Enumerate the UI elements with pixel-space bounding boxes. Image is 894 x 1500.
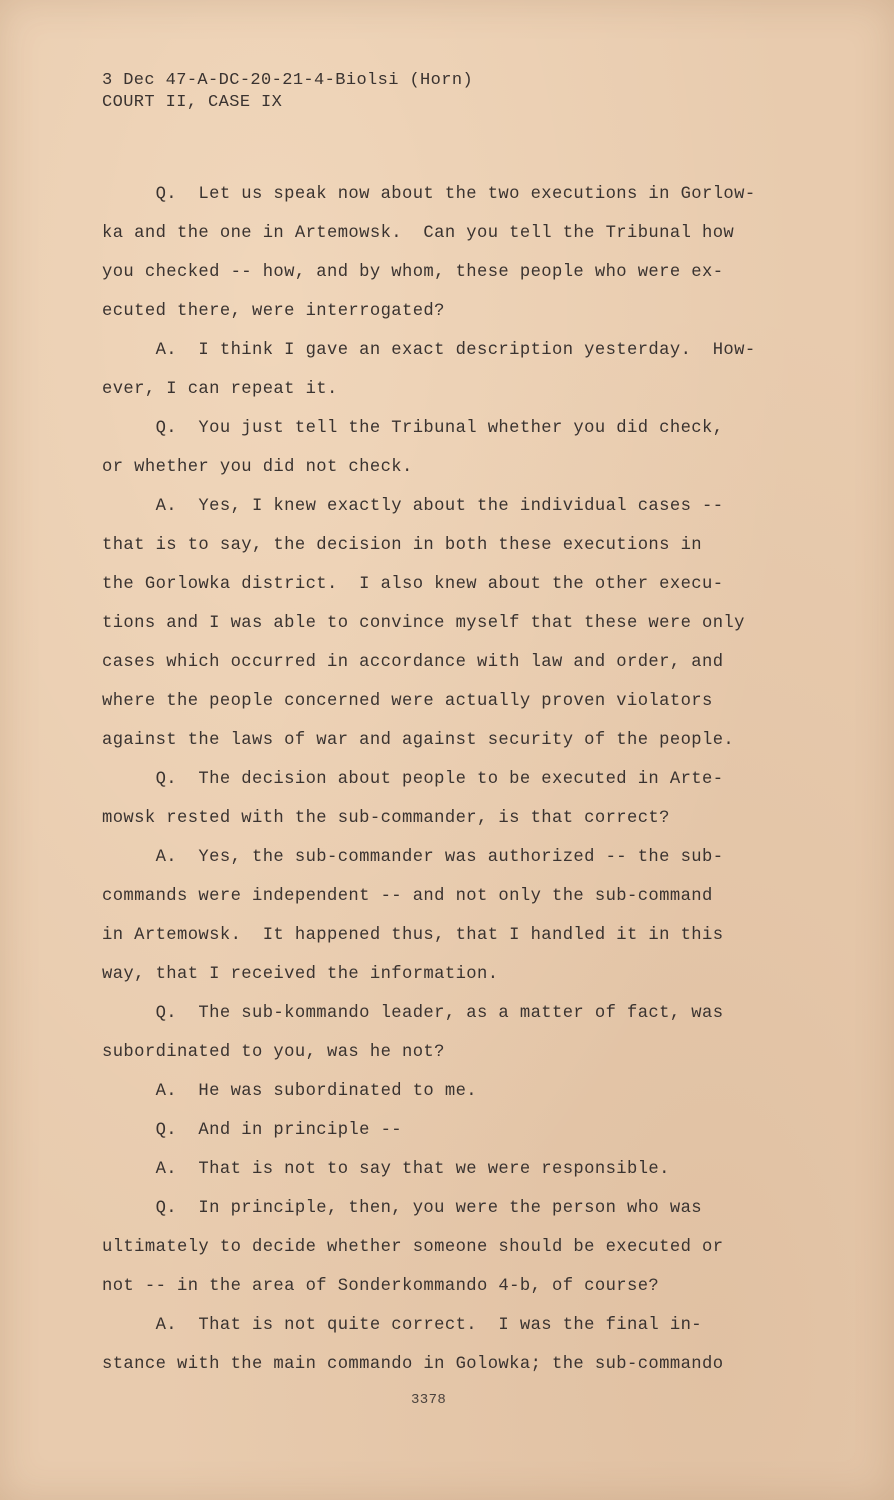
transcript-line: mowsk rested with the sub-commander, is that correct? [102,809,670,828]
transcript-line: you checked -- how, and by whom, these people who were ex- [102,263,724,282]
transcript-line: Q. The sub-kommando leader, as a matter of fact, was [102,1004,724,1023]
document-header [102,70,473,114]
transcript-line: or whether you did not check. [102,458,413,477]
transcript-line: A. Yes, the sub-commander was authorized -- the sub- [102,848,724,867]
transcript-line: subordinated to you, was he not? [102,1043,445,1062]
transcript-line: Q. In principle, then, you were the person who was [102,1199,702,1218]
transcript-line: stance with the main commando in Golowka; the sub-commando [102,1355,724,1374]
transcript-line: Q. The decision about people to be executed in Arte- [102,770,724,789]
transcript-line: ever, I can repeat it. [102,380,338,399]
transcript-line: ecuted there, were interrogated? [102,302,445,321]
transcript-line: Q. And in principle -- [102,1121,402,1140]
page-number: 3378 [411,1392,447,1408]
transcript-line: A. Yes, I knew exactly about the individual cases -- [102,497,724,516]
transcript-line: cases which occurred in accordance with law and order, and [102,653,724,672]
transcript-line: not -- in the area of Sonderkommando 4-b, of course? [102,1277,660,1296]
header-court-line: COURT II, CASE IX [102,93,283,112]
transcript-line: A. That is not to say that we were responsible. [102,1160,670,1179]
transcript-line: ka and the one in Artemowsk. Can you tell the Tribunal how [102,224,735,243]
transcript-line: tions and I was able to convince myself that these were only [102,614,745,633]
transcript-line: A. That is not quite correct. I was the final in- [102,1316,702,1335]
transcript-line: A. He was subordinated to me. [102,1082,477,1101]
transcript-line: way, that I received the information. [102,965,499,984]
transcript-line: where the people concerned were actually proven violators [102,692,713,711]
transcript-line: ultimately to decide whether someone should be executed or [102,1238,724,1257]
transcript-line: commands were independent -- and not only the sub-command [102,887,713,906]
header-reference-line: 3 Dec 47-A-DC-20-21-4-Biolsi (Horn) [102,71,474,90]
transcript-line: the Gorlowka district. I also knew about the other execu- [102,575,724,594]
transcript-line: Q. Let us speak now about the two executions in Gorlow- [102,185,756,204]
transcript-line: against the laws of war and against security of the people. [102,731,735,750]
transcript-line: Q. You just tell the Tribunal whether you did check, [102,419,724,438]
transcript-line: A. I think I gave an exact description yesterday. How- [102,341,756,360]
transcript-line: that is to say, the decision in both these executions in [102,536,702,555]
transcript-line: in Artemowsk. It happened thus, that I handled it in this [102,926,724,945]
